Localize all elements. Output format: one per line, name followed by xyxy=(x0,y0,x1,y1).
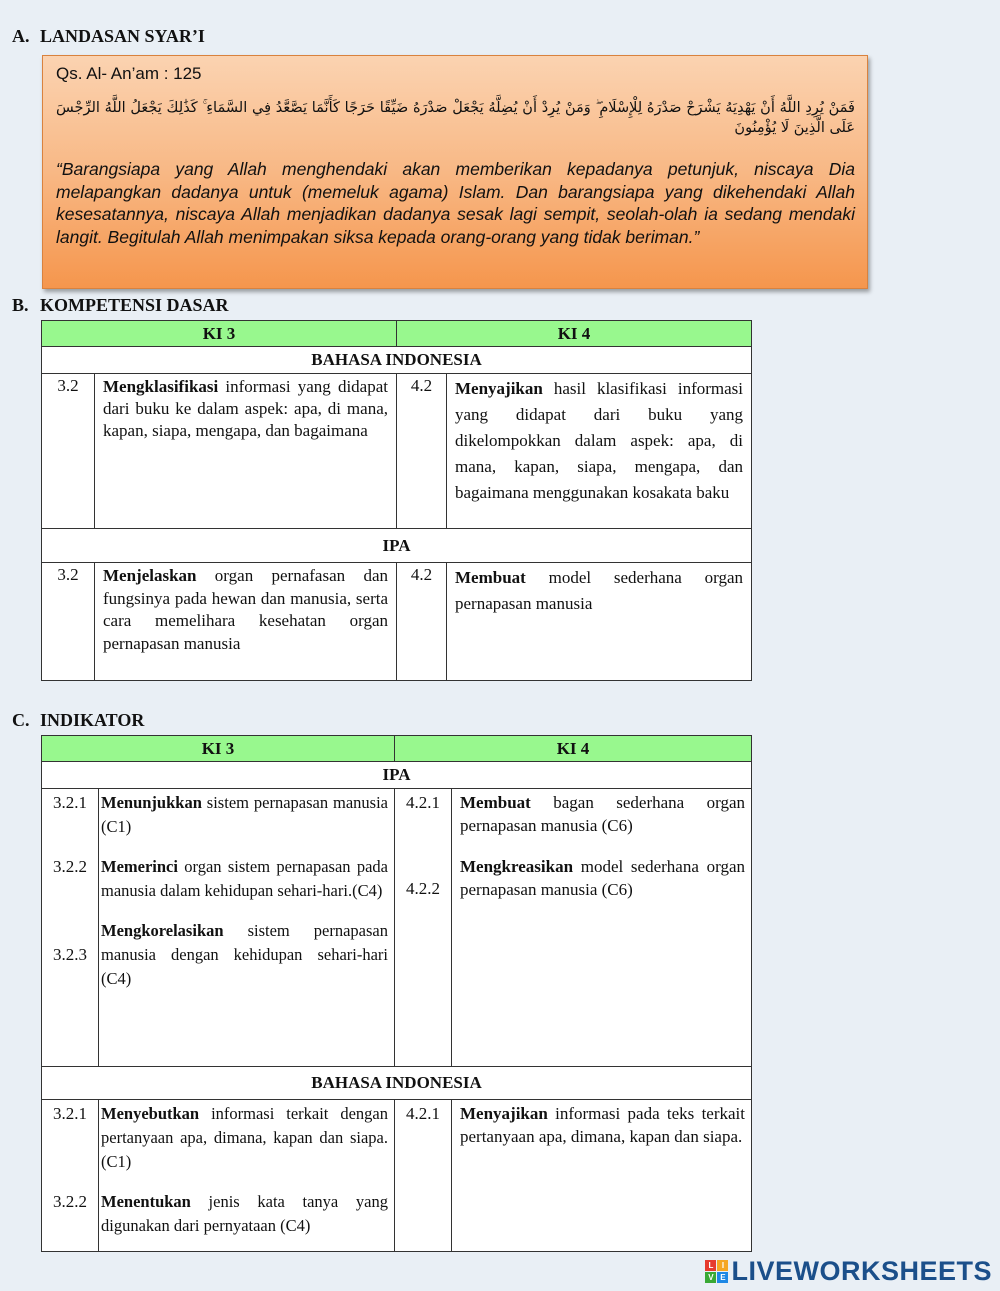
section-c-heading: C. INDIKATOR xyxy=(12,710,145,730)
verse-translation: “Barangsiapa yang Allah menghendaki akan memberikan kepadanya petunjuk, niscaya Dia melapangkan dadanya untuk (memeluk agama) Islam. Dan barangsiapa yang dikehendaki Allah kesesatannya, niscaya Allah menjadikan dadanya sesak lagi sempit, seolah-olah ia sedang mendaki langit. Begitulah Allah menimpakan siksa kepada orang-orang yang tidak beriman.” xyxy=(56,159,855,247)
subject-bahasa-indonesia: BAHASA INDONESIA xyxy=(42,1067,752,1100)
indicator-texts: Membuat bagan sederhana organ pernapasan manusia (C6) Mengkreasikan model sederhana organ pernapasan manusia (C6) xyxy=(452,789,752,1067)
section-a-heading: A. LANDASAN SYAR’I xyxy=(12,26,205,46)
ki3-header: KI 3 xyxy=(42,321,397,347)
kd-text: Menyajikan hasil klasifikasi informasi yang didapat dari buku yang dikelompokkan dalam aspek: apa, di mana, kapan, siapa, mengapa, dan bagaimana menggunakan kosakata baku xyxy=(447,374,752,529)
liveworksheets-logo xyxy=(705,1256,992,1287)
kd-number: 4.2 xyxy=(397,563,447,681)
liveworksheets-logo-icon: L I V E xyxy=(705,1260,728,1283)
subject-ipa: IPA xyxy=(42,529,752,563)
ki3-header: KI 3 xyxy=(42,736,395,762)
subject-ipa: IPA xyxy=(42,762,752,789)
indicator-numbers: 3.2.1 3.2.2 xyxy=(42,1100,99,1252)
kd-text: Membuat model sederhana organ pernapasan manusia xyxy=(447,563,752,681)
indicator-numbers: 4.2.1 4.2.2 xyxy=(395,789,452,1067)
indicator-texts: Menyebutkan informasi terkait dengan pertanyaan apa, dimana, kapan dan siapa. (C1) Menentukan jenis kata tanya yang digunakan dari pernyataan (C4) xyxy=(99,1100,395,1252)
indicator-number: 4.2.1 xyxy=(395,1100,452,1252)
liveworksheets-logo-text: LIVEWORKSHEETS xyxy=(731,1256,992,1286)
indicator-numbers: 3.2.1 3.2.2 3.2.3 xyxy=(42,789,99,1067)
subject-bahasa-indonesia: BAHASA INDONESIA xyxy=(42,347,752,374)
kd-text: Mengklasifikasi informasi yang didapat dari buku ke dalam aspek: apa, di mana, kapan, siapa, mengapa, dan bagaimana xyxy=(95,374,397,529)
ki4-header: KI 4 xyxy=(395,736,752,762)
indicator-texts: Menyajikan informasi pada teks terkait pertanyaan apa, dimana, kapan dan siapa. xyxy=(452,1100,752,1252)
indicator-texts: Menunjukkan sistem pernapasan manusia (C1) Memerinci organ sistem pernapasan pada manusia dalam kehidupan sehari-hari.(C4) Mengkorelasikan sistem pernapasan manusia dengan kehidupan sehari-hari (C4) xyxy=(99,789,395,1067)
kd-number: 3.2 xyxy=(42,563,95,681)
indikator-table xyxy=(41,735,752,1252)
ki4-header: KI 4 xyxy=(397,321,752,347)
kd-number: 3.2 xyxy=(42,374,95,529)
kd-text: Menjelaskan organ pernafasan dan fungsinya pada hewan dan manusia, serta cara memelihara kesehatan organ pernapasan manusia xyxy=(95,563,397,681)
kompetensi-dasar-table xyxy=(41,320,752,681)
section-b-heading: B. KOMPETENSI DASAR xyxy=(12,295,229,315)
surah-reference: Qs. Al- An’am : 125 xyxy=(56,64,202,83)
landasan-syari-box xyxy=(42,55,868,289)
arabic-verse: فَمَنْ يُرِدِ اللَّهُ أَنْ يَهْدِيَهُ يَشْرَحْ صَدْرَهُ لِلْإِسْلَامِ ۖ وَمَنْ يُرِدْ أَنْ يُضِلَّهُ يَجْعَلْ صَدْرَهُ ضَيِّقًا حَرَجًا كَأَنَّمَا يَصَّعَّدُ فِي السَّمَاءِ ۚ كَذَٰلِكَ يَجْعَلُ اللَّهُ الرِّجْسَ عَلَى الَّذِينَ لَا يُؤْمِنُونَ xyxy=(56,100,855,136)
kd-number: 4.2 xyxy=(397,374,447,529)
